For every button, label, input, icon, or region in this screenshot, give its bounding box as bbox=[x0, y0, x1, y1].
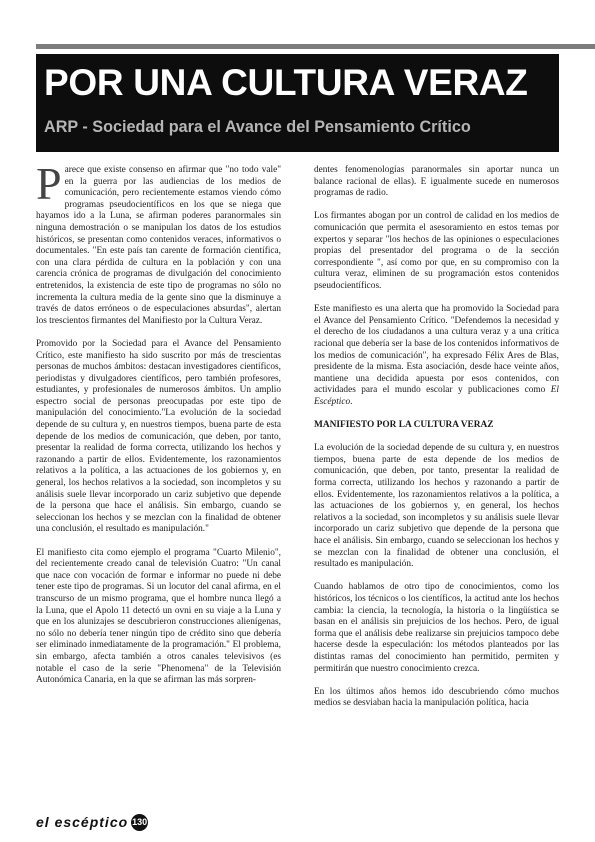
left-column bbox=[36, 158, 281, 698]
page-number-badge: 130 bbox=[131, 814, 148, 831]
paragraph-5: Los firmantes abogan por un control de calidad en los medios de comunicación que permita el asesoramiento en estos temas por expertos y separar "los hechos de las opiniones o especulaciones propias del presentador del programa o de la sección correspondiente ", así como por que, en su compromiso con la cultura veraz, eliminen de su programación estos contenidos pseudocientíficos. bbox=[314, 211, 559, 291]
paragraph-9: En los últimos años hemos ido descubriendo cómo muchos medios se desviaban hacia la manipulación política, hacia bbox=[314, 686, 559, 709]
paragraph-1-text: arece que existe consenso en afirmar que "no todo vale" en la guerra por las audiencias de los medios de comunicación, pero recientemente estamos viendo cómo programas pseudocientíficos en los que se niega que hayamos ido a la Luna, se afirman poderes paranormales sin ninguna demostración o se manipulan los datos de los estudios históricos, se presentan como contenidos veraces, informativos o documentales. "En este país tan carente de formación científica, con una clara pérdida de cultura en la población y con una carencia crónica de programas de divulgación del conocimiento entretenidos, la existencia de este tipo de programas no sólo no incrementa la cultura media de la gente sino que la disminuye a través de datos erróneos o de especulaciones absurdas", alertan los trescientos firmantes del Manifiesto por la Cultura Veraz. bbox=[36, 165, 281, 326]
paragraph-8: Cuando hablamos de otro tipo de conocimientos, como los históricos, los técnicos o los científicos, la actitud ante los hechos cambia: la ciencia, la tecnología, la historia o la lingüística se basan en el análisis sin prejuicios de los hechos. Pero, de igual forma que el análisis debe realizarse sin prejuicios tampoco debe hacerse desde la especulación: los métodos planteados por las distintas ramas del conocimiento han permitido, permiten y permitirán que nuestro conocimiento crezca. bbox=[314, 582, 559, 674]
title-banner bbox=[36, 54, 559, 152]
paragraph-6-end: . bbox=[350, 396, 353, 407]
page-footer bbox=[36, 812, 148, 832]
paragraph-1 bbox=[36, 158, 281, 327]
article-subtitle: ARP - Sociedad para el Avance del Pensamiento Crítico bbox=[44, 118, 471, 136]
paragraph-3: El manifiesto cita como ejemplo el programa "Cuarto Milenio", del recientemente creado canal de televisión Cuatro: "Un canal que nace con vocación de formar e informar no puede ni debe tener este tipo de programas. Si un locutor del canal afirma, en el transcurso de un mismo programa, que el hombre nunca llegó a la Luna, que el Apolo 11 detectó un ovni en su viaje a la Luna y que en los alunizajes se descubrieron construcciones alienígenas, no sólo no debería tener ningún tipo de crédito sino que debería ser eliminado inmediatamente de la programación." El problema, sin embargo, afecta también a otros canales televisivos (es notable el caso de la serie "Phenomena" de la Televisión Autonómica Canaria, en la que se afirman las más sorpren- bbox=[36, 547, 281, 686]
magazine-name: el escéptico bbox=[36, 814, 129, 830]
paragraph-4: dentes fenomenologías paranormales sin aportar nunca un balance racional de ellas). E igualmente sucede en numerosos programas de radio. bbox=[314, 165, 559, 199]
right-column bbox=[314, 165, 559, 722]
dropcap-letter: P bbox=[36, 158, 62, 209]
paragraph-6 bbox=[314, 304, 559, 408]
publication-title: El Escéptico bbox=[314, 385, 559, 407]
article-title: POR UNA CULTURA VERAZ bbox=[44, 62, 528, 103]
paragraph-6-text: Este manifiesto es una alerta que ha promovido la Sociedad para el Avance del Pensamiento Crítico. "Defendemos la necesidad y el derecho de los ciudadanos a una cultura veraz y a una crítica racional que debería ser la base de los contenidos informativos de los medios de comunicación", ha expresado Félix Ares de Blas, presidente de la misma. Esta asociación, desde hace veinte años, mantiene una decidida apuesta por esos contenidos, con actividades para el mundo escolar y publicaciones como bbox=[314, 304, 559, 396]
paragraph-7: La evolución de la sociedad depende de su cultura y, en nuestros tiempos, buena parte de esta depende de los medios de comunicación, que deben, por tanto, presentar la realidad de forma correcta, utilizando los hechos y razonando a partir de ellos. Evidentemente, los razonamientos relativos a la política, a las actuaciones de los gobiernos y, en general, los hechos relativos a la sociedad, son incompletos y su análisis suele llevar incorporado un cariz subjetivo que depende de la persona que hace el análisis. Sin embargo, cuando se seleccionan los hechos y se mezclan con la finalidad de obtener una conclusión, el resultado es manipulación. bbox=[314, 443, 559, 570]
top-rule bbox=[36, 44, 595, 49]
paragraph-2: Promovido por la Sociedad para el Avance del Pensamiento Crítico, este manifiesto ha sido suscrito por más de trescientas personas de muchos ámbitos: destacan investigadores científicos, periodistas y divulgadores científicos, pero también profesores, estudiantes, y profesionales de numerosos ámbitos. Un amplio espectro social de personas preocupadas por este tipo de manipulación del conocimiento."La evolución de la sociedad depende de su cultura y, en nuestros tiempos, buena parte de esta depende de los medios de comunicación, que deben, por tanto, presentar la realidad de forma correcta, utilizando los hechos y razonando a partir de ellos. Evidentemente, los razonamientos relativos a la política, a las actuaciones de los gobiernos y, en general, los hechos relativos a la sociedad, son incompletos y su análisis suele llevar incorporado un cariz subjetivo que depende de la persona que hace el análisis. Sin embargo, cuando se seleccionan los hechos y se mezclan con la finalidad de obtener una conclusión, el resultado es manipulación." bbox=[36, 338, 281, 535]
section-heading: MANIFIESTO POR LA CULTURA VERAZ bbox=[314, 420, 494, 431]
